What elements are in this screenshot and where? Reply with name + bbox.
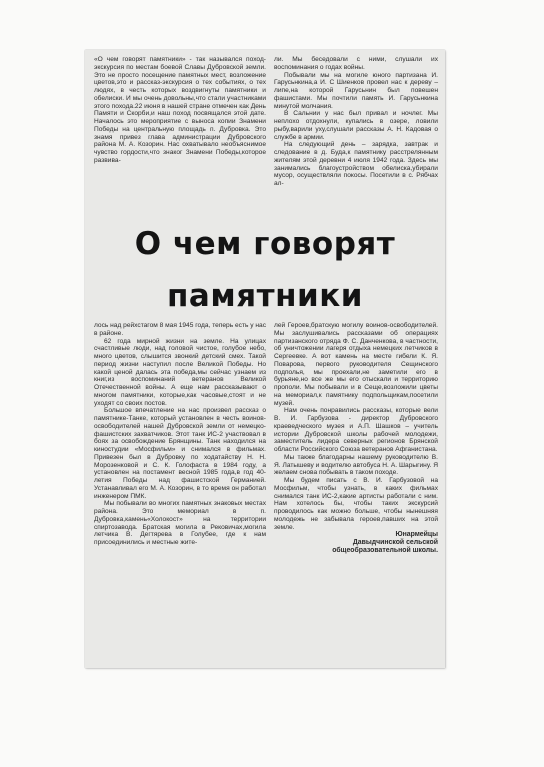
column-bottom-left <box>94 322 266 547</box>
paragraph: Мы также благодарны нашему руководителю В. Я. Латышеву и водителю автобуса Н. А. Шарыгину. Я желаем снова побывать в таком походе. <box>274 453 438 477</box>
paragraph: В Сальнии у нас был привал и ночлег. Мы неплохо отдохнули, купались в озере, ловили рыбу,варили уху,слушали рассказы А. Н. Кадовая о службе в армии. <box>274 110 438 141</box>
paragraph: Мы побывали во многих памятных знаковых местах района. Это мемориал в п. Дубровка,камень«Холокост» на территории спиртозавода. Братская могила в Рековичах,могила летчика В. Дегтярева в Голубее, где к нам присоединились и местные жите- <box>94 500 266 546</box>
headline-line-1: О чем говорят <box>134 226 396 262</box>
paragraph: На следующий день – зарядка, завтрак и следование в д. Буда,к памятнику расстрелянным жителям этой деревни 4 июля 1942 года. Здесь мы занимались благоустройством обелиска,убирали мусор, осуществляли покосы. Посетили в с. Рябчах ал- <box>274 141 438 187</box>
paragraph: «О чем говорят памятники» - так назывался поход-экскурсия по местам боевой Славы Дубровской земли. Это не просто посещение памятных мест, возложение цветов,это и рассказ-экскурсия о тех событиях, о тех людях, в честь которых воздвигнуты памятники и обелиски. И мы очень довольны,что стали участниками этого похода.22 июня в нашей стране отмечен как День Памяти и Скорби,и наш поход посвящался этой дате. Началось это мероприятие с выноса копии Знамени Победы на центральную площадь п. Дубровка. Это знамя привез глава администрации Дубровского района М. А. Козорин. Нас охватывало необъяснимое чувство гордости,что знаког Знамени Победы,которое развива- <box>94 56 266 164</box>
paragraph: Мы будем писать с В. И. Гарбузовой на Мосфильм, чтобы узнать, в каких фильмах снимался танк ИС-2,какие артисты работали с ним. Нам хотелось бы, чтобы таких экскурсий проводилось как можно больше, чтобы нынешняя молодежь не забывала героев,павших на этой земле. <box>274 477 438 531</box>
paragraph: лось над рейхстагом 8 мая 1945 года, теперь есть у нас в районе. <box>94 322 266 337</box>
paragraph: Большое впечатление на нас произвел рассказ о памятнике-Танке, который установлен в честь воинов-освободителей нашей Дубровской земли от немецко-фашистских захватчиков. Этот танк ИС-2 участвовал в боях за освобождение Брянщины. Танк находился на киностудии «Мосфильм» и снимался в фильмах. Привезен был в Дубровку по ходатайству Н. Н. Морозенковой и С. К. Голофаста в 1984 году, а установлен на постамент весной 1985 года,в год 40-летия Победы над фашистской Германией. Устанавливал его М. А. Козорин, в то время он работал инженером ПМК. <box>94 407 266 500</box>
signature-line: Давыдчинской сельской <box>352 539 438 546</box>
paragraph: Нам очень понравились рассказы, которые вели В. И. Гарбузова - директор Дубровского краеведческого музея и А.П. Шашков – учитель истории Дубровской школы рабочей молодежи, заместитель лидера северных регионов Брянской области Российского Союза ветеранов Афганистана. <box>274 407 438 453</box>
column-top-right <box>274 56 438 188</box>
paragraph: ли. Мы беседовали с ними, слушали их воспоминания о годах войны. <box>274 56 438 71</box>
signature-line: Юнармейцы <box>395 531 438 539</box>
column-top-left <box>94 56 266 165</box>
signature-line: общеобразовательной школы. <box>332 546 438 554</box>
paragraph: Побывали мы на могиле юного партизана И. Гарусьнкина,а И. С Шиенков провел нас к дереву – липе,на которой Гарусьнин был повешен фашистами. Мы почтили память И. Гарусьнкина минутой молчания. <box>274 71 438 110</box>
paragraph: лей Героев,братскую могилу воинов-освободителей. Мы заслушивались рассказами об операциях партизанского отряда Ф. С. Данченкова, в частности, об уничтожении лагеря отдыха немецких летчиков в Сергеевке. А вот камень на месте гибели К. Я. Поварова, первого руководителя Сещинского подполья, мы проехали,не заметили его в бурьяне,но все же мы его отыскали и территорию прополи. Мы побывали и в Сеще,возложили цветы на мемориал,к памятнику подпольщикам,посетили музей. <box>274 322 438 407</box>
column-bottom-right <box>274 322 438 555</box>
headline-line-2: памятники <box>167 278 363 314</box>
newspaper-clipping <box>85 50 445 668</box>
paragraph: 62 года мирной жизни на земле. На улицах счастливые люди, над головой чистое, голубое небо, много цветов, слышится звонкий детский смех. Такой период жизни наступил после Великой Победы. Но какой ценой далась эта победа,мы сейчас узнаем из книг,из воспоминаний ветеранов Великой Отечественной войны. А еще нам рассказывают о многом памятники, которые,как часовые,стоят и не уходят со своих постов. <box>94 337 266 407</box>
